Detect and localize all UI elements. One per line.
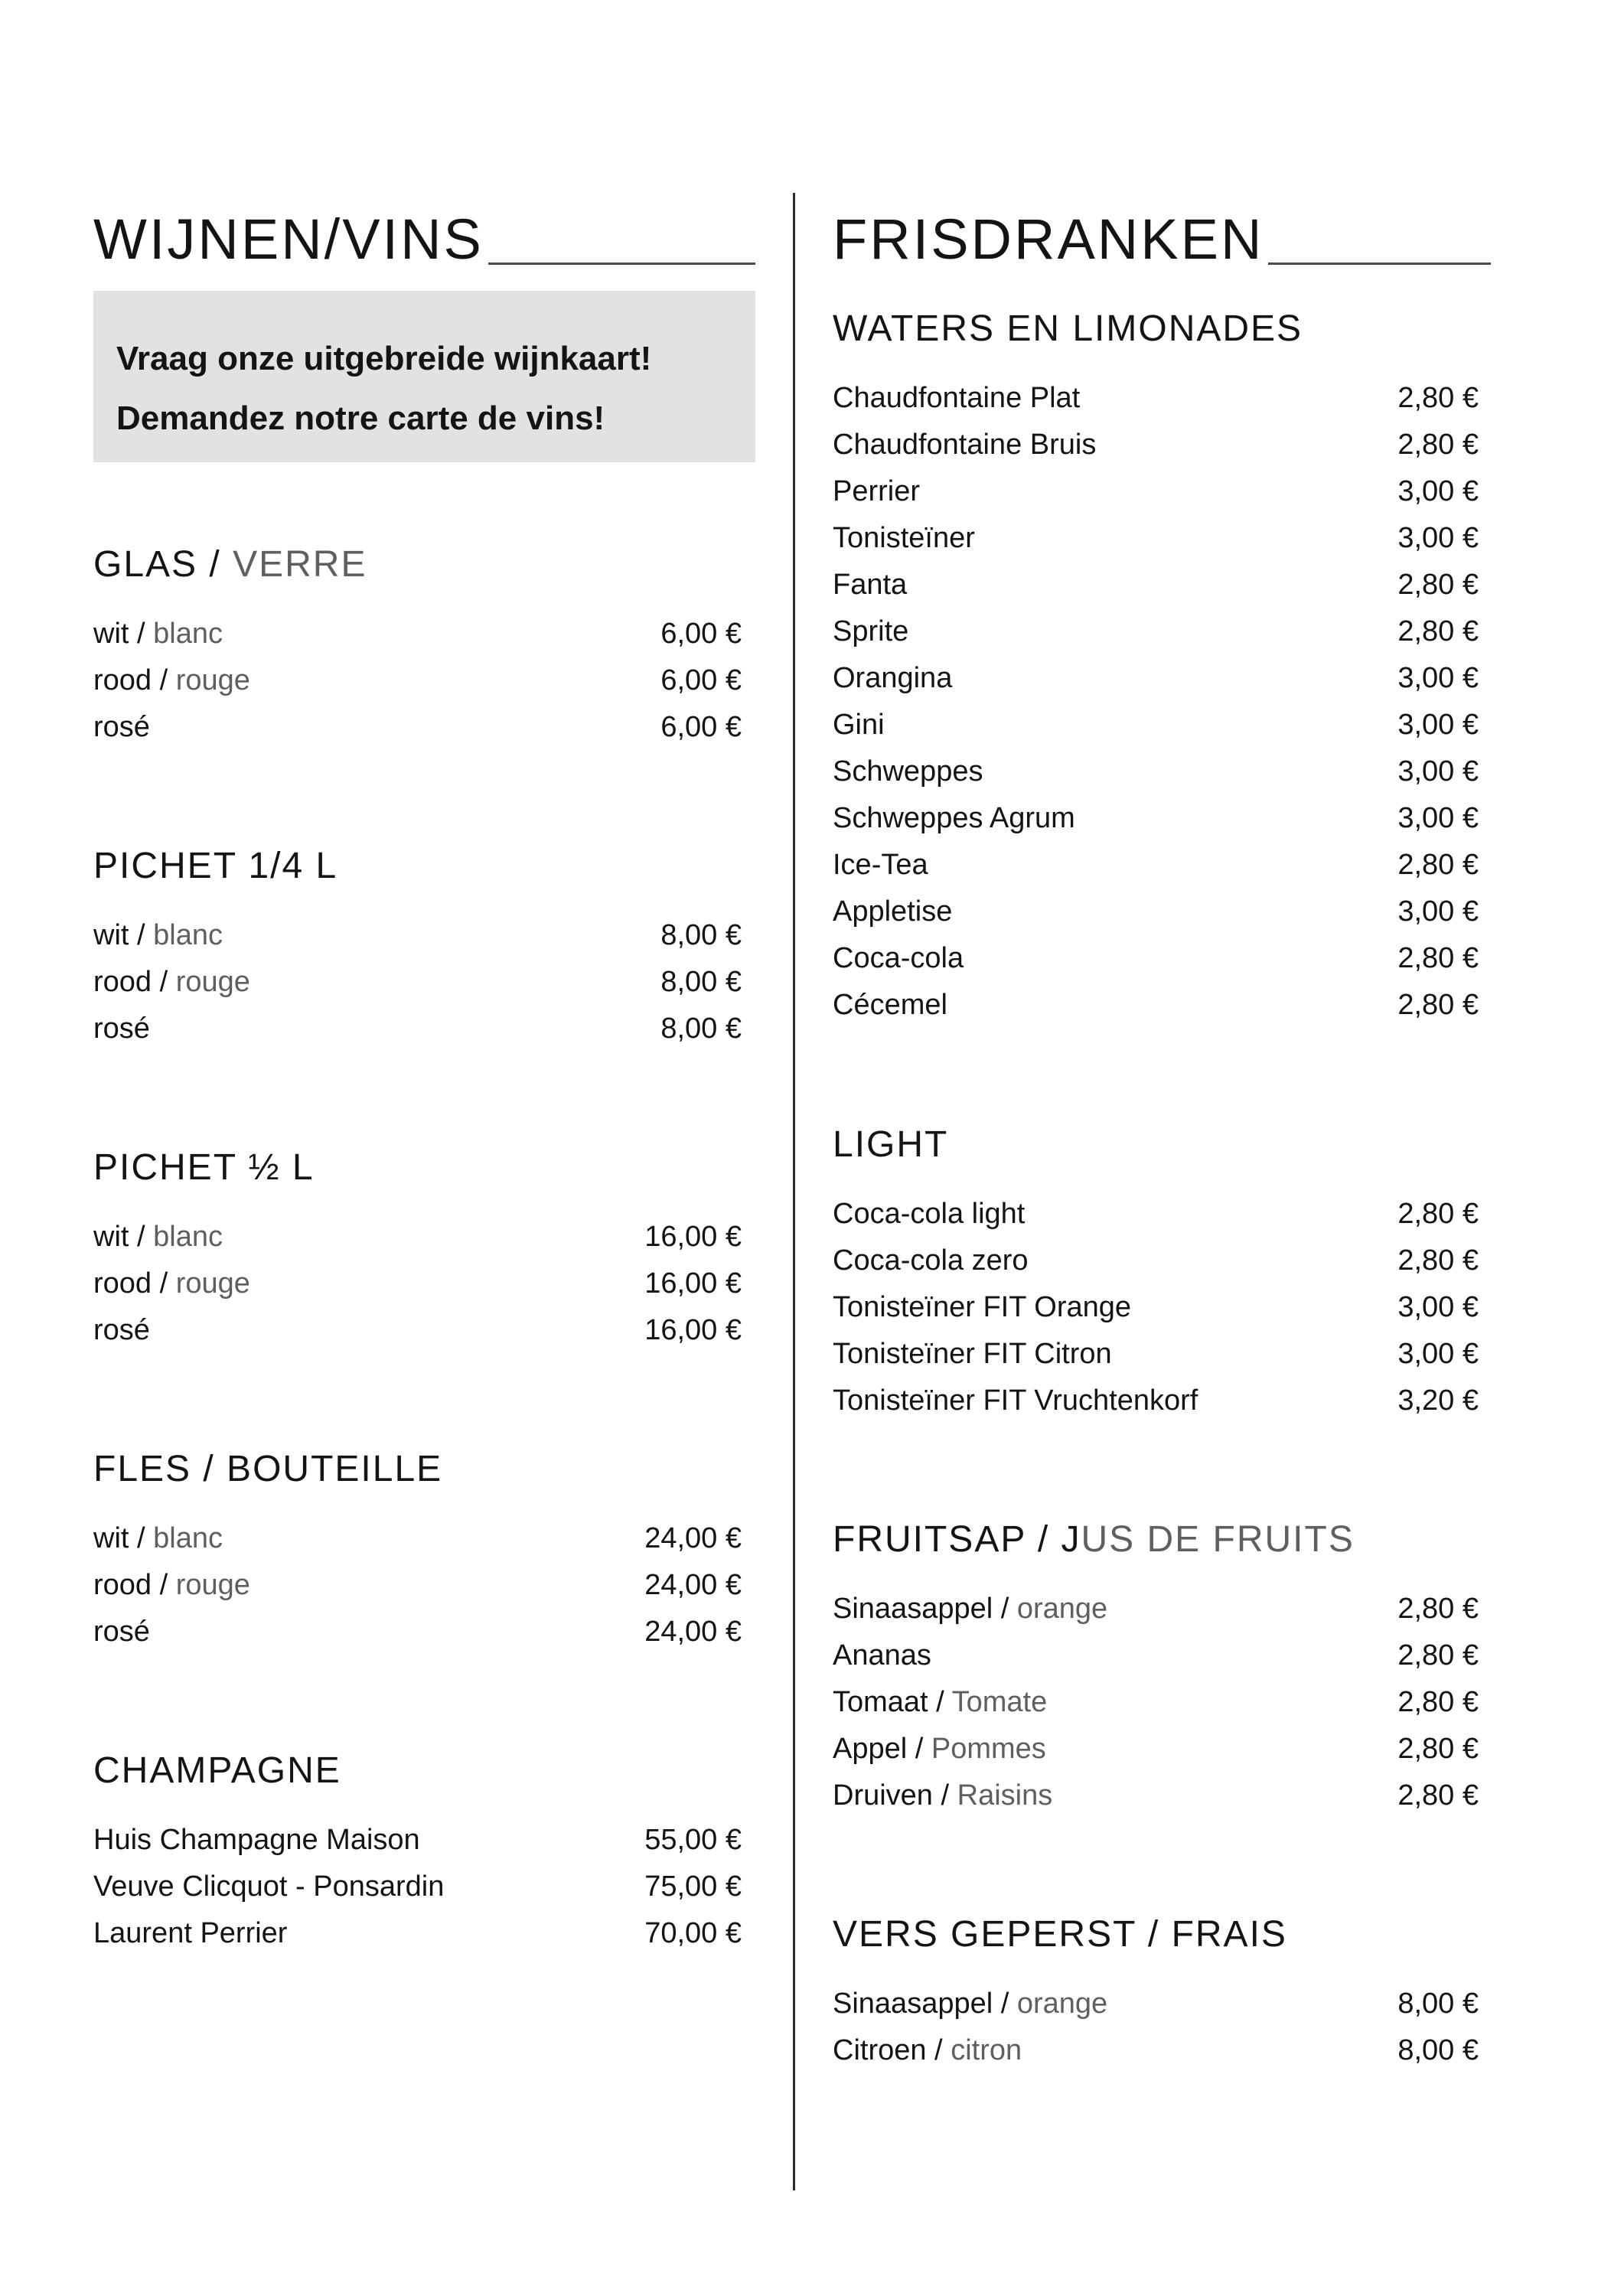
menu-item: Coca-cola 2,80 € — [833, 935, 1491, 982]
price: 2,80 € — [1397, 569, 1479, 601]
soft-drinks-title: FRISDRANKEN — [833, 207, 1264, 271]
section-light — [833, 1122, 1491, 1424]
price: 2,80 € — [1397, 1779, 1479, 1812]
price: 3,00 € — [1397, 522, 1479, 554]
menu-item: Sinaasappel / orange 8,00 € — [833, 1981, 1491, 2027]
menu-item: Tonisteïner FIT Orange 3,00 € — [833, 1284, 1491, 1331]
menu-item: Tonisteïner 3,00 € — [833, 515, 1491, 562]
soft-drinks-heading — [833, 197, 1491, 271]
menu-item: wit / blanc 6,00 € — [93, 611, 755, 657]
price: 3,00 € — [1397, 802, 1479, 834]
price: 2,80 € — [1397, 1198, 1479, 1230]
price: 3,00 € — [1397, 1291, 1479, 1323]
price: 2,80 € — [1397, 849, 1479, 881]
price: 6,00 € — [660, 711, 742, 743]
menu-item: Schweppes Agrum 3,00 € — [833, 795, 1491, 842]
section-champagne — [93, 1748, 755, 1957]
column-divider — [793, 193, 795, 2190]
price: 3,00 € — [1397, 1338, 1479, 1370]
menu-item: Chaudfontaine Plat 2,80 € — [833, 375, 1491, 422]
price: 2,80 € — [1397, 1733, 1479, 1765]
menu-item: Schweppes 3,00 € — [833, 748, 1491, 795]
menu-item: rood / rouge 8,00 € — [93, 959, 755, 1006]
menu-item: Tonisteïner FIT Citron 3,00 € — [833, 1331, 1491, 1378]
section-pichet-quarter — [93, 843, 755, 1052]
section-glas — [93, 542, 755, 751]
price: 8,00 € — [1397, 2034, 1479, 2066]
menu-item: Laurent Perrier 70,00 € — [93, 1910, 755, 1957]
menu-item: Druiven / Raisins 2,80 € — [833, 1773, 1491, 1819]
section-title: PICHET 1/4 L — [93, 846, 338, 886]
menu-item: Ananas 2,80 € — [833, 1632, 1491, 1679]
price: 6,00 € — [660, 664, 742, 696]
menu-item: wit / blanc 8,00 € — [93, 912, 755, 959]
menu-item: Sprite 2,80 € — [833, 608, 1491, 655]
price: 8,00 € — [1397, 1988, 1479, 2020]
price: 6,00 € — [660, 618, 742, 650]
price: 3,00 € — [1397, 475, 1479, 507]
menu-item: rosé 8,00 € — [93, 1006, 755, 1052]
menu-item: Cécemel 2,80 € — [833, 982, 1491, 1029]
menu-item: wit / blanc 24,00 € — [93, 1515, 755, 1562]
price: 24,00 € — [644, 1569, 742, 1601]
price: 2,80 € — [1397, 1244, 1479, 1277]
section-fruitsap — [833, 1517, 1491, 1819]
price: 55,00 € — [644, 1824, 742, 1856]
price: 2,80 € — [1397, 989, 1479, 1021]
section-title: GLAS / VERRE — [93, 544, 367, 585]
wines-title: WIJNEN/VINS — [93, 207, 484, 271]
wines-heading — [93, 197, 755, 271]
notice-line-nl: Vraag onze uitgebreide wijnkaart! — [116, 340, 652, 377]
wine-list-notice — [93, 291, 755, 462]
price: 2,80 € — [1397, 382, 1479, 414]
menu-item: wit / blanc 16,00 € — [93, 1214, 755, 1261]
section-title: WATERS EN LIMONADES — [833, 308, 1303, 349]
price: 2,80 € — [1397, 1593, 1479, 1625]
price: 16,00 € — [644, 1314, 742, 1346]
menu-item: Coca-cola zero 2,80 € — [833, 1238, 1491, 1284]
price: 3,00 € — [1397, 895, 1479, 928]
price: 8,00 € — [660, 966, 742, 998]
price: 2,80 € — [1397, 429, 1479, 461]
menu-item: Perrier 3,00 € — [833, 468, 1491, 515]
menu-item: rosé 16,00 € — [93, 1307, 755, 1354]
menu-item: Orangina 3,00 € — [833, 655, 1491, 702]
menu-item: Fanta 2,80 € — [833, 562, 1491, 608]
price: 70,00 € — [644, 1917, 742, 1949]
menu-item: Gini 3,00 € — [833, 702, 1491, 748]
section-title: LIGHT — [833, 1124, 949, 1165]
menu-item: rosé 6,00 € — [93, 704, 755, 751]
menu-item: Tonisteïner FIT Vruchtenkorf 3,20 € — [833, 1378, 1491, 1424]
menu-item: rood / rouge 24,00 € — [93, 1562, 755, 1609]
menu-item: rosé 24,00 € — [93, 1609, 755, 1655]
price: 24,00 € — [644, 1616, 742, 1648]
price: 2,80 € — [1397, 942, 1479, 974]
price: 2,80 € — [1397, 1686, 1479, 1718]
section-fles — [93, 1446, 755, 1655]
menu-item: Huis Champagne Maison 55,00 € — [93, 1817, 755, 1864]
menu-item: rood / rouge 16,00 € — [93, 1261, 755, 1307]
menu-item: Tomaat / Tomate 2,80 € — [833, 1679, 1491, 1726]
section-waters — [833, 306, 1491, 1029]
notice-line-fr: Demandez notre carte de vins! — [116, 400, 605, 437]
menu-item: Coca-cola light 2,80 € — [833, 1191, 1491, 1238]
menu-item: Appletise 3,00 € — [833, 889, 1491, 935]
price: 2,80 € — [1397, 1639, 1479, 1671]
price: 75,00 € — [644, 1870, 742, 1903]
price: 3,00 € — [1397, 755, 1479, 788]
menu-item: rood / rouge 6,00 € — [93, 657, 755, 704]
section-title: VERS GEPERST / FRAIS — [833, 1914, 1287, 1955]
section-title: CHAMPAGNE — [93, 1750, 341, 1791]
section-title: FLES / BOUTEILLE — [93, 1449, 443, 1489]
section-pichet-half — [93, 1145, 755, 1354]
price: 8,00 € — [660, 1013, 742, 1045]
title-rule — [1268, 263, 1491, 265]
price: 2,80 € — [1397, 615, 1479, 647]
menu-item: Sinaasappel / orange 2,80 € — [833, 1586, 1491, 1632]
price: 3,20 € — [1397, 1384, 1479, 1417]
section-title: FRUITSAP / JUS DE FRUITS — [833, 1519, 1355, 1560]
price: 16,00 € — [644, 1221, 742, 1253]
menu-item: Veuve Clicquot - Ponsardin 75,00 € — [93, 1864, 755, 1910]
section-title: PICHET ½ L — [93, 1147, 315, 1188]
price: 3,00 € — [1397, 709, 1479, 741]
price: 16,00 € — [644, 1267, 742, 1300]
menu-item: Appel / Pommes 2,80 € — [833, 1726, 1491, 1773]
price: 3,00 € — [1397, 662, 1479, 694]
menu-item: Citroen / citron 8,00 € — [833, 2027, 1491, 2074]
title-rule — [488, 263, 755, 265]
menu-item: Ice-Tea 2,80 € — [833, 842, 1491, 889]
menu-item: Chaudfontaine Bruis 2,80 € — [833, 422, 1491, 468]
price: 24,00 € — [644, 1522, 742, 1554]
section-vers-geperst — [833, 1912, 1491, 2074]
price: 8,00 € — [660, 919, 742, 951]
